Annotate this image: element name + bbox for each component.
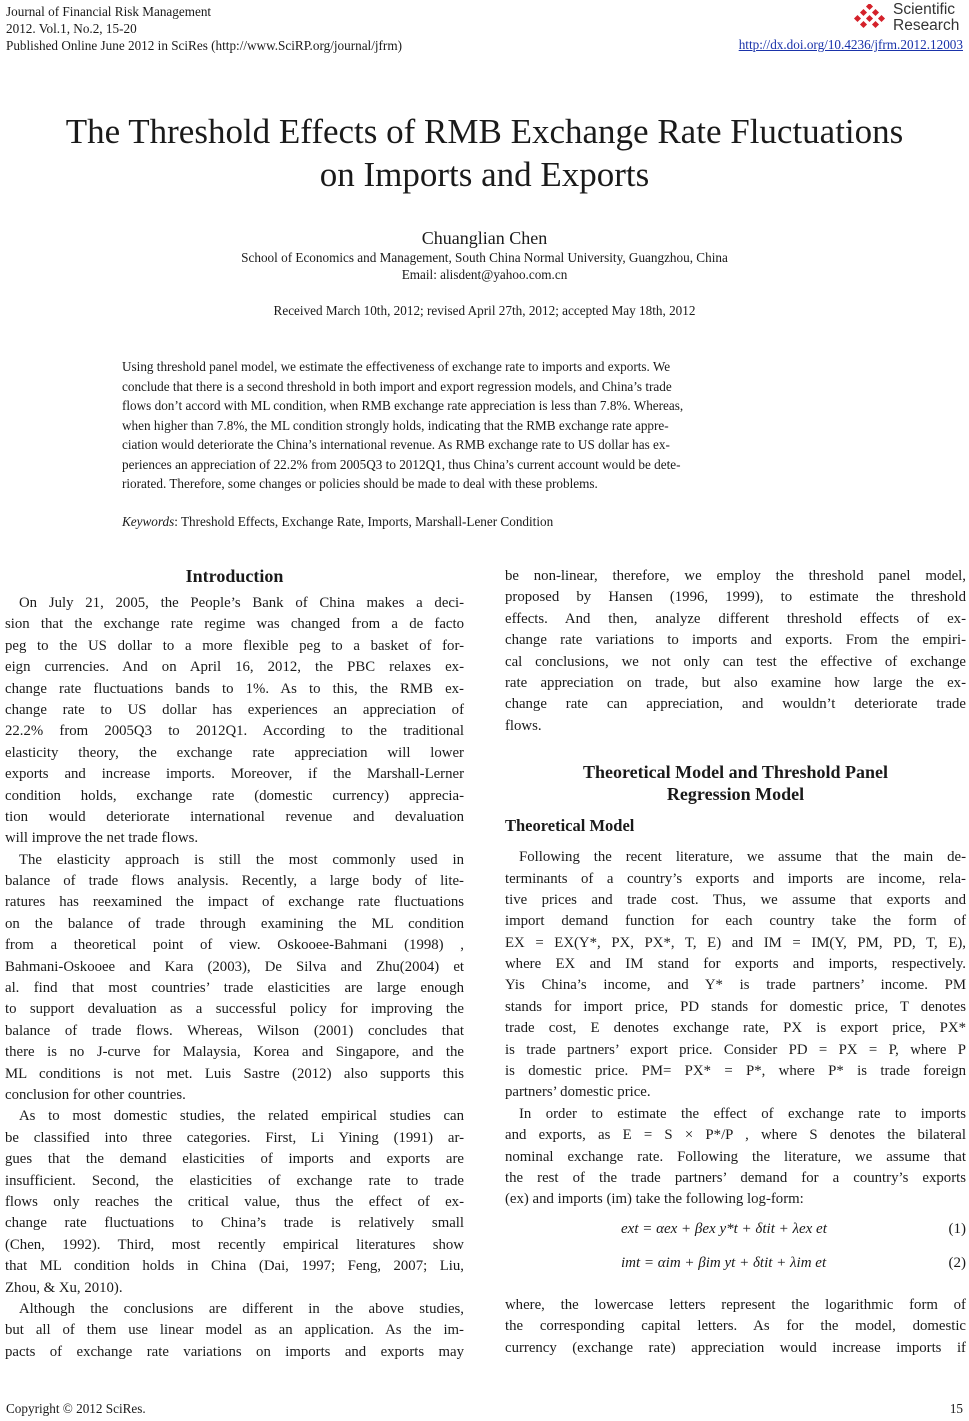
body-text-line: Yis China’s income, and Y* is trade partners’ income. PM <box>505 977 966 994</box>
doi-link[interactable]: http://dx.doi.org/10.4236/jfrm.2012.12003 <box>738 37 963 52</box>
body-text-line: partners’ domestic price. <box>505 1084 651 1101</box>
abstract-line: when higher than 7.8%, the ML condition strongly holds, indicating that the RMB exchange rate appre- <box>122 417 669 433</box>
abstract-line: Using threshold panel model, we estimate the effectiveness of exchange rate to imports and exports. We <box>122 359 671 374</box>
body-text-line: ratures has reexamined the impact of exchange rate fluctuations <box>5 894 464 911</box>
body-text-line: change rate variations to imports and exports. From the empiri- <box>505 632 966 649</box>
abstract-line: conclude that there is a second threshold in both import and export regression models, and China’s trade <box>122 378 672 394</box>
equation-2-text: imt = αim + βim yt + δtit + λim et <box>621 1254 827 1271</box>
keywords-label: Keywords <box>122 514 175 529</box>
copyright-footer: Copyright © 2012 SciRes. <box>6 1401 146 1416</box>
body-text-line: stands for import price, PD stands for domestic price, T denotes <box>505 998 966 1015</box>
body-text-line: flows only reaches the critical value, thus the effect of ex- <box>5 1193 464 1210</box>
journal-name: Journal of Financial Risk Management <box>6 4 212 19</box>
body-text-line: ML conditions is not met. Luis Sastre (2012) also supports this <box>5 1065 464 1082</box>
body-text-line: tive prices and trade cost. Thus, we assume that exports and <box>505 891 966 908</box>
body-text-line: exports and increase imports. Moreover, if the Marshall-Lerner <box>5 766 464 783</box>
body-text-line: from a theoretical point of view. Oskooee-Bahmani (1998) , <box>5 937 464 954</box>
body-text-line: Although the conclusions are different in the above studies, <box>19 1300 464 1317</box>
body-text-line: al. find that most countries’ trade elasticities are large enough <box>5 980 464 997</box>
keywords-line <box>122 514 553 530</box>
author-name: Chuanglian Chen <box>421 228 548 248</box>
body-text-line: effects. And then, analyze different threshold effects of ex- <box>505 610 966 627</box>
body-text-line: trade cost, E denotes exchange rate, PX is export price, PX* <box>505 1020 966 1037</box>
body-text-line: rate appreciation on trade, but also examine how large the ex- <box>505 674 966 691</box>
body-text-line: sion that the exchange rate regime was changed from a de facto <box>5 616 464 633</box>
received-dates: Received March 10th, 2012; revised April 27th, 2012; accepted May 18th, 2012 <box>273 303 696 318</box>
scientific-research-logo <box>853 2 963 34</box>
body-text-line: The elasticity approach is still the most commonly used in <box>19 851 464 868</box>
body-text-line: where, the lowercase letters represent the logarithmic form of <box>505 1296 966 1313</box>
affiliation-block <box>0 249 969 283</box>
body-text-line: currency (exchange rate) appreciation would increase imports if <box>505 1339 966 1356</box>
body-text-line: the rest of the trade partners’ demand for a country’s exports <box>505 1169 966 1186</box>
body-text-line: 22.2% from 2005Q3 to 2012Q1. According to the traditional <box>5 723 464 740</box>
body-text-line: (ex) and imports (im) take the following log-form: <box>505 1191 804 1208</box>
title-line-1: The Threshold Effects of RMB Exchange Rate Fluctuations <box>65 112 904 151</box>
body-text-line: import demand function for each country take the form of <box>505 913 966 930</box>
body-text-line: change rate fluctuations bands to 1%. As to this, the RMB ex- <box>5 680 464 697</box>
body-text-line: insufficient. Second, the elasticities of exchange rate to trade <box>5 1172 464 1189</box>
equation-2 <box>505 1253 966 1283</box>
body-text-line: conclusion for other countries. <box>5 1086 186 1103</box>
body-text-line: terminants of a country’s exports and imports are income, rela- <box>505 870 966 887</box>
right-column <box>505 566 966 1359</box>
body-text-line: there is no J-curve for Malaysia, Korea and Singapore, and the <box>5 1044 464 1061</box>
author-email: Email: alisdent@yahoo.com.cn <box>401 267 568 282</box>
body-text-line: As to most domestic studies, the related empirical studies can <box>19 1108 464 1125</box>
abstract-line: ciation would deteriorate the China’s international revenue. As RMB exchange rate to US dollar has ex- <box>122 437 670 452</box>
body-text-line: nominal exchange rate. Following the literature, we assume that <box>505 1148 966 1165</box>
running-header <box>6 3 402 54</box>
section-heading <box>505 761 966 805</box>
title-line-2: on Imports and Exports <box>319 155 650 194</box>
body-text-line: is domestic price. PM= PX* = P*, where P* is trade foreign <box>505 1063 966 1080</box>
abstract <box>122 357 850 494</box>
page-number: 15 <box>949 1401 963 1416</box>
body-text-line: change rate can appreciation, and wouldn’t deteriorate trade <box>505 696 966 713</box>
affiliation: School of Economics and Management, South China Normal University, Guangzhou, China <box>241 250 728 265</box>
paper-title <box>0 110 969 196</box>
body-text-line: is trade partners’ export price. Consider PD = PX = P, where P <box>505 1041 966 1058</box>
left-column <box>5 565 464 1363</box>
keywords-list: : Threshold Effects, Exchange Rate, Imports, Marshall-Lener Condition <box>174 514 554 529</box>
equation-2-number: (2) <box>948 1254 966 1271</box>
body-text-line: where EX and IM stand for exports and imports, respectively. <box>505 956 966 973</box>
logo-text-scientific: Scientific <box>893 1 956 18</box>
body-text-line: peg to the US dollar to a more flexible peg to a basket of for- <box>5 637 464 654</box>
abstract-line: riorated. Therefore, some changes or policies should be made to deal with these problems. <box>122 476 598 491</box>
logo-text-research: Research <box>893 16 960 34</box>
subsection-heading: Theoretical Model <box>505 816 635 836</box>
intro-body <box>5 593 464 1363</box>
body-text-line: flows. <box>505 717 542 734</box>
intro-continued <box>505 566 966 737</box>
equation-1-text: ext = αex + βex y*t + δtit + λex et <box>621 1220 827 1237</box>
intro-heading: Introduction <box>185 566 284 586</box>
body-text-line: On July 21, 2005, the People’s Bank of China makes a deci- <box>19 595 464 611</box>
body-text-line: Following the recent literature, we assume that the main de- <box>519 849 966 866</box>
section-heading-line-2: Regression Model <box>666 784 805 805</box>
publication-info: Published Online June 2012 in SciRes (http://www.SciRP.org/journal/jfrm) <box>6 38 402 53</box>
journal-volume: 2012. Vol.1, No.2, 15-20 <box>6 21 137 36</box>
abstract-line: periences an appreciation of 22.2% from 2005Q3 to 2012Q1, thus China’s current account would be dete- <box>122 456 681 472</box>
body-text-line: pacts of exchange rate variations on imports and exports may <box>5 1343 464 1360</box>
body-text-line: condition holds, exchange rate (domestic currency) apprecia- <box>5 787 464 804</box>
body-text-line: the corresponding capital letters. As for the model, domestic <box>505 1318 966 1335</box>
body-text-line: eign currencies. And on April 16, 2012, the PBC relaxes ex- <box>5 659 464 676</box>
body-text-line: but all of them use linear model as an application. As the im- <box>5 1322 464 1339</box>
body-text-line: (Chen, 1992). Third, most recently empirical literatures show <box>5 1236 464 1253</box>
body-text-line: cal conclusions, we not only can test the effective of exchange <box>505 653 966 670</box>
body-text-line: change rate to US dollar has experiences an appreciation of <box>5 701 464 718</box>
diamond-grid-icon <box>853 4 887 32</box>
body-text-line: EX = EX(Y*, PX, PX*, T, E) and IM = IM(Y, PM, PD, T, E), <box>505 934 966 951</box>
body-text-line: be non-linear, therefore, we employ the threshold panel model, <box>505 568 966 584</box>
theoretical-model-body <box>505 847 966 1211</box>
body-text-line: gues that the demand elasticities of imports and exports are <box>5 1151 464 1168</box>
body-text-line: to support devaluation as a successful policy for improving the <box>5 1001 464 1018</box>
body-text-line: elasticity theory, the exchange rate appreciation will lower <box>5 744 464 761</box>
body-text-line: proposed by Hansen (1996, 1999), to estimate the threshold <box>505 589 966 606</box>
body-text-line: tion would deteriorate international revenue and devaluation <box>5 808 464 825</box>
body-text-line: balance of trade flows analysis. Recently, a large body of lite- <box>5 873 464 890</box>
section-heading-line-1: Theoretical Model and Threshold Panel <box>582 762 889 783</box>
abstract-line: flows don’t accord with ML condition, when RMB exchange rate appreciation is less than 7.8%. Whereas, <box>122 398 684 413</box>
body-text-line: that ML condition holds in China (Dai, 1997; Feng, 2007; Liu, <box>5 1258 464 1275</box>
model-explanation <box>505 1295 966 1359</box>
body-text-line: on the balance of trade through examining the ML condition <box>5 915 464 932</box>
body-text-line: will improve the net trade flows. <box>5 830 199 847</box>
body-text-line: and exports, as E = S × P*/P , where S denotes the bilateral <box>505 1127 966 1144</box>
equation-1-number: (1) <box>948 1220 966 1237</box>
body-text-line: Zhou, & Xu, 2010). <box>5 1279 123 1296</box>
body-text-line: Bahmani-Oskooee and Kara (2003), De Silva and Zhu(2004) et <box>5 958 464 975</box>
body-text-line: be classified into three categories. First, Li Yining (1991) ar- <box>5 1129 464 1146</box>
body-text-line: balance of trade flows. Whereas, Wilson (2001) concludes that <box>5 1022 464 1039</box>
equation-1 <box>505 1219 966 1249</box>
body-text-line: change rate fluctuations to China’s trade is relatively small <box>5 1215 464 1232</box>
body-text-line: In order to estimate the effect of exchange rate to imports <box>519 1105 966 1122</box>
